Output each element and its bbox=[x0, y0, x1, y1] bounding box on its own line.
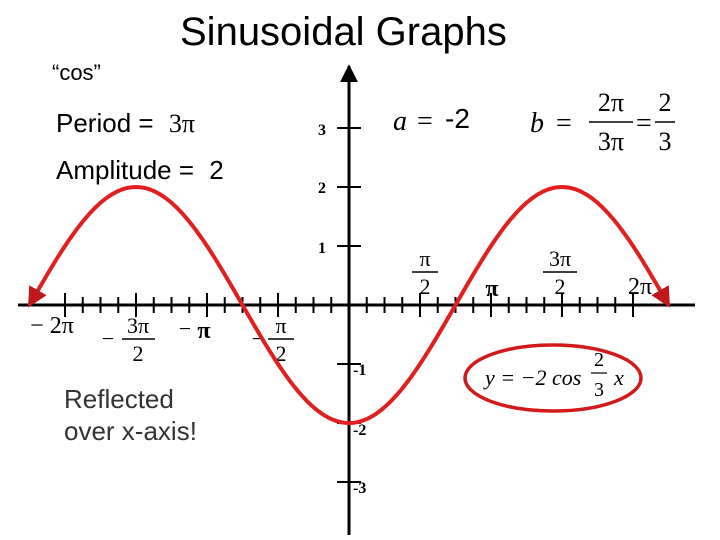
x-tick-label-2pi: 2π bbox=[627, 274, 653, 300]
svg-text:=: = bbox=[417, 106, 433, 137]
page-title: Sinusoidal Graphs bbox=[180, 10, 507, 54]
equation-text bbox=[483, 349, 624, 401]
y-tick-label-neg1: -1 bbox=[353, 362, 367, 379]
svg-text:2: 2 bbox=[554, 274, 566, 299]
formula-b bbox=[530, 88, 675, 156]
svg-text:π: π bbox=[275, 313, 287, 338]
reflected-note-line1: Reflected bbox=[64, 384, 174, 414]
x-tick-label-neg-pi bbox=[179, 316, 211, 344]
amplitude-value: 2 bbox=[209, 155, 224, 185]
x-tick-label-3pi-over-2 bbox=[543, 246, 577, 299]
amplitude-label: Amplitude = bbox=[56, 155, 195, 185]
svg-text:x: x bbox=[614, 365, 624, 390]
period-label: Period = bbox=[56, 108, 154, 138]
svg-text:2: 2 bbox=[275, 341, 287, 366]
svg-text:3π: 3π bbox=[597, 127, 625, 156]
period-value: 3π bbox=[168, 109, 195, 138]
svg-text:a: a bbox=[393, 106, 407, 137]
svg-text:3π: 3π bbox=[126, 313, 150, 338]
y-tick-label-neg2: -2 bbox=[353, 422, 367, 439]
svg-text:=: = bbox=[636, 108, 652, 139]
svg-text:−: − bbox=[178, 316, 192, 341]
svg-text:2: 2 bbox=[132, 341, 144, 366]
svg-text:π: π bbox=[197, 318, 211, 344]
svg-text:2: 2 bbox=[658, 88, 672, 117]
formula-a bbox=[393, 103, 470, 137]
svg-text:−: − bbox=[101, 326, 115, 351]
x-tick-label-pi: π bbox=[485, 276, 499, 302]
svg-text:3: 3 bbox=[658, 127, 672, 156]
svg-text:-2: -2 bbox=[445, 103, 470, 134]
svg-text:−: − bbox=[251, 326, 265, 351]
svg-text:2π: 2π bbox=[597, 88, 625, 117]
function-type-label: “cos” bbox=[52, 60, 101, 85]
svg-text:b: b bbox=[530, 108, 544, 139]
y-tick-label-2: 2 bbox=[318, 180, 326, 197]
y-tick-label-1: 1 bbox=[318, 240, 326, 257]
reflected-note-line2: over x-axis! bbox=[64, 416, 197, 446]
svg-text:2: 2 bbox=[594, 349, 604, 371]
svg-text:3: 3 bbox=[594, 379, 604, 401]
svg-text:3π: 3π bbox=[548, 246, 572, 271]
svg-text:=: = bbox=[556, 108, 572, 139]
x-tick-label-neg-3pi-over-2 bbox=[102, 313, 155, 366]
y-tick-label-3: 3 bbox=[318, 122, 326, 139]
svg-text:2: 2 bbox=[419, 274, 431, 299]
x-tick-label-neg-2pi: − 2π bbox=[30, 313, 74, 339]
y-tick-label-neg3: -3 bbox=[353, 480, 367, 497]
x-tick-label-pi-over-2 bbox=[412, 246, 438, 299]
svg-text:π: π bbox=[419, 246, 431, 271]
svg-text:y = −2 cos: y = −2 cos bbox=[485, 365, 582, 390]
